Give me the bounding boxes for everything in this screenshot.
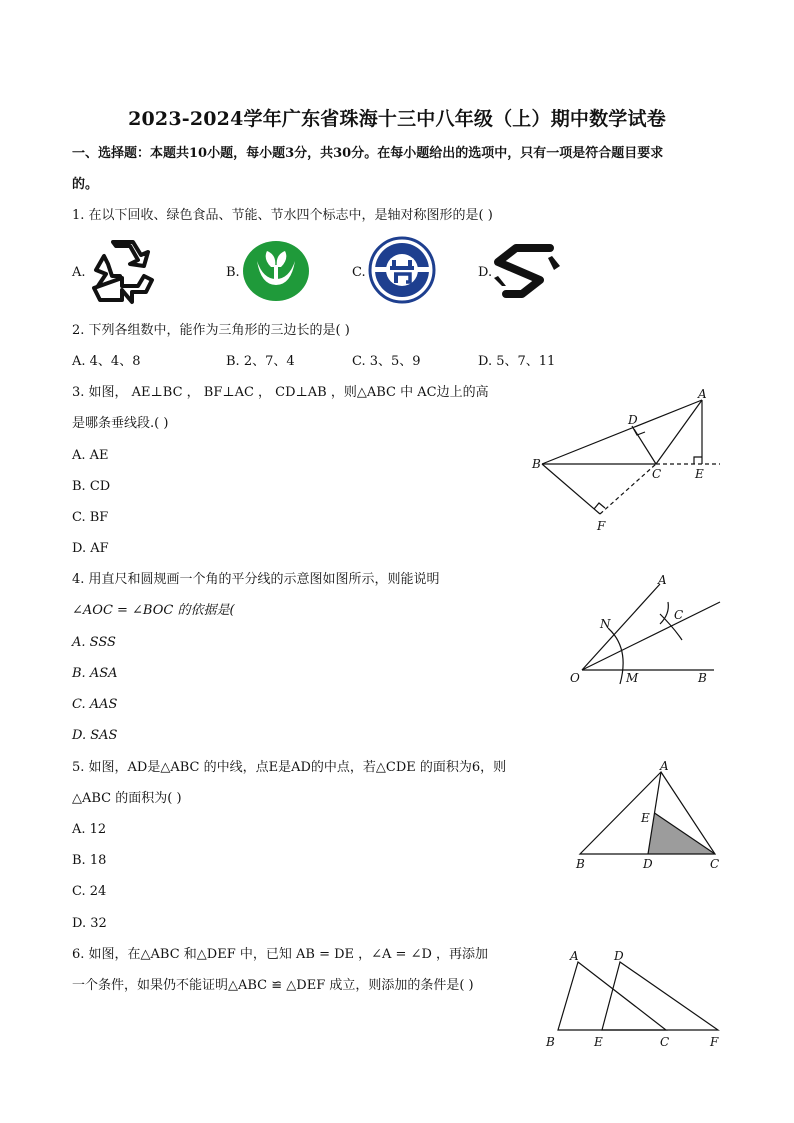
q3-stem-line2: 是哪条垂线段.( )	[72, 416, 169, 431]
q5-triangle-figure	[568, 758, 728, 872]
q5-option-a: A. 12	[72, 822, 107, 837]
q2-option-b: B. 2、7、4	[226, 354, 295, 369]
q1-option-d-label: D.	[478, 265, 493, 280]
q5-label-a: A	[660, 759, 669, 773]
recycle-logo-icon	[86, 240, 158, 306]
q5-label-d: D	[643, 857, 653, 871]
q3-stem-line1: 3. 如图， AE⊥BC ， BF⊥AC ， CD⊥AB ，则△ABC 中 AC边上的高	[72, 385, 489, 400]
q1-option-a-label: A.	[72, 265, 86, 280]
q4-label-n: N	[600, 617, 611, 631]
q3-label-f: F	[597, 519, 606, 533]
q1-option-b-label: B.	[226, 265, 240, 280]
q5-option-d: D. 32	[72, 916, 107, 931]
q1-option-c-label: C.	[352, 265, 366, 280]
q4-option-c: C. AAS	[72, 697, 118, 712]
q5-stem-line2: △ABC 的面积为( )	[72, 791, 182, 806]
q3-triangle-figure	[528, 384, 728, 536]
energy-saving-logo-icon	[368, 236, 436, 304]
q4-option-d: D. SAS	[72, 728, 118, 743]
q6-stem-line1: 6. 如图，在△ABC 和△DEF 中，已知 AB = DE ，∠A = ∠D ，再添加	[72, 947, 489, 962]
q6-label-f: F	[710, 1035, 719, 1049]
section-heading-line1: 一、选择题：本题共10小题，每小题3分，共30分。在每小题给出的选项中，只有一项是符合题目要求	[72, 146, 664, 161]
q3-label-a: A	[698, 387, 707, 401]
q5-option-c: C. 24	[72, 884, 107, 899]
q3-option-b: B. CD	[72, 479, 111, 494]
green-food-logo-icon	[241, 239, 311, 303]
q4-angle-bisector-figure	[564, 570, 724, 688]
q2-stem: 2. 下列各组数中，能作为三角形的三边长的是( )	[72, 323, 350, 338]
q4-label-o: O	[570, 671, 580, 685]
q5-option-b: B. 18	[72, 853, 107, 868]
q4-label-b: B	[698, 671, 707, 685]
q3-label-b: B	[532, 457, 541, 471]
q5-label-c: C	[710, 857, 720, 871]
q2-option-a: A. 4、4、8	[72, 354, 141, 369]
q6-stem-line2: 一个条件，如果仍不能证明△ABC ≌ △DEF 成立，则添加的条件是( )	[72, 978, 474, 993]
q4-option-a: A. SSS	[72, 635, 116, 650]
q2-option-c: C. 3、5、9	[352, 354, 421, 369]
q3-option-d: D. AF	[72, 541, 109, 556]
water-saving-logo-icon	[492, 240, 564, 302]
page-title: 2023-2024学年广东省珠海十三中八年级（上）期中数学试卷	[128, 108, 666, 130]
q5-stem-line1: 5. 如图，AD是△ABC 的中线，点E是AD的中点，若△CDE 的面积为6，则	[72, 760, 507, 775]
q6-label-d: D	[614, 949, 624, 963]
q6-label-a: A	[570, 949, 579, 963]
q3-option-c: C. BF	[72, 510, 109, 525]
q2-option-d: D. 5、7、11	[478, 354, 556, 369]
q3-label-d: D	[628, 413, 638, 427]
section-heading-line2: 的。	[72, 177, 99, 192]
q4-label-m: M	[626, 671, 639, 685]
q6-triangles-figure	[538, 944, 728, 1054]
q5-label-e: E	[641, 811, 650, 825]
q5-label-b: B	[576, 857, 585, 871]
q1-stem: 1. 在以下回收、绿色食品、节能、节水四个标志中，是轴对称图形的是( )	[72, 208, 493, 223]
q4-stem-line1: 4. 用直尺和圆规画一个角的平分线的示意图如图所示，则能说明	[72, 572, 440, 587]
q3-label-c: C	[652, 467, 662, 481]
q4-stem-line2: ∠AOC = ∠BOC 的依据是(	[72, 603, 235, 618]
q6-label-e: E	[594, 1035, 603, 1049]
q6-label-c: C	[660, 1035, 670, 1049]
q4-label-a: A	[658, 573, 667, 587]
q6-label-b: B	[546, 1035, 555, 1049]
q3-option-a: A. AE	[72, 448, 109, 463]
q3-label-e: E	[695, 467, 704, 481]
q4-option-b: B. ASA	[72, 666, 118, 681]
q4-label-c: C	[674, 608, 684, 622]
